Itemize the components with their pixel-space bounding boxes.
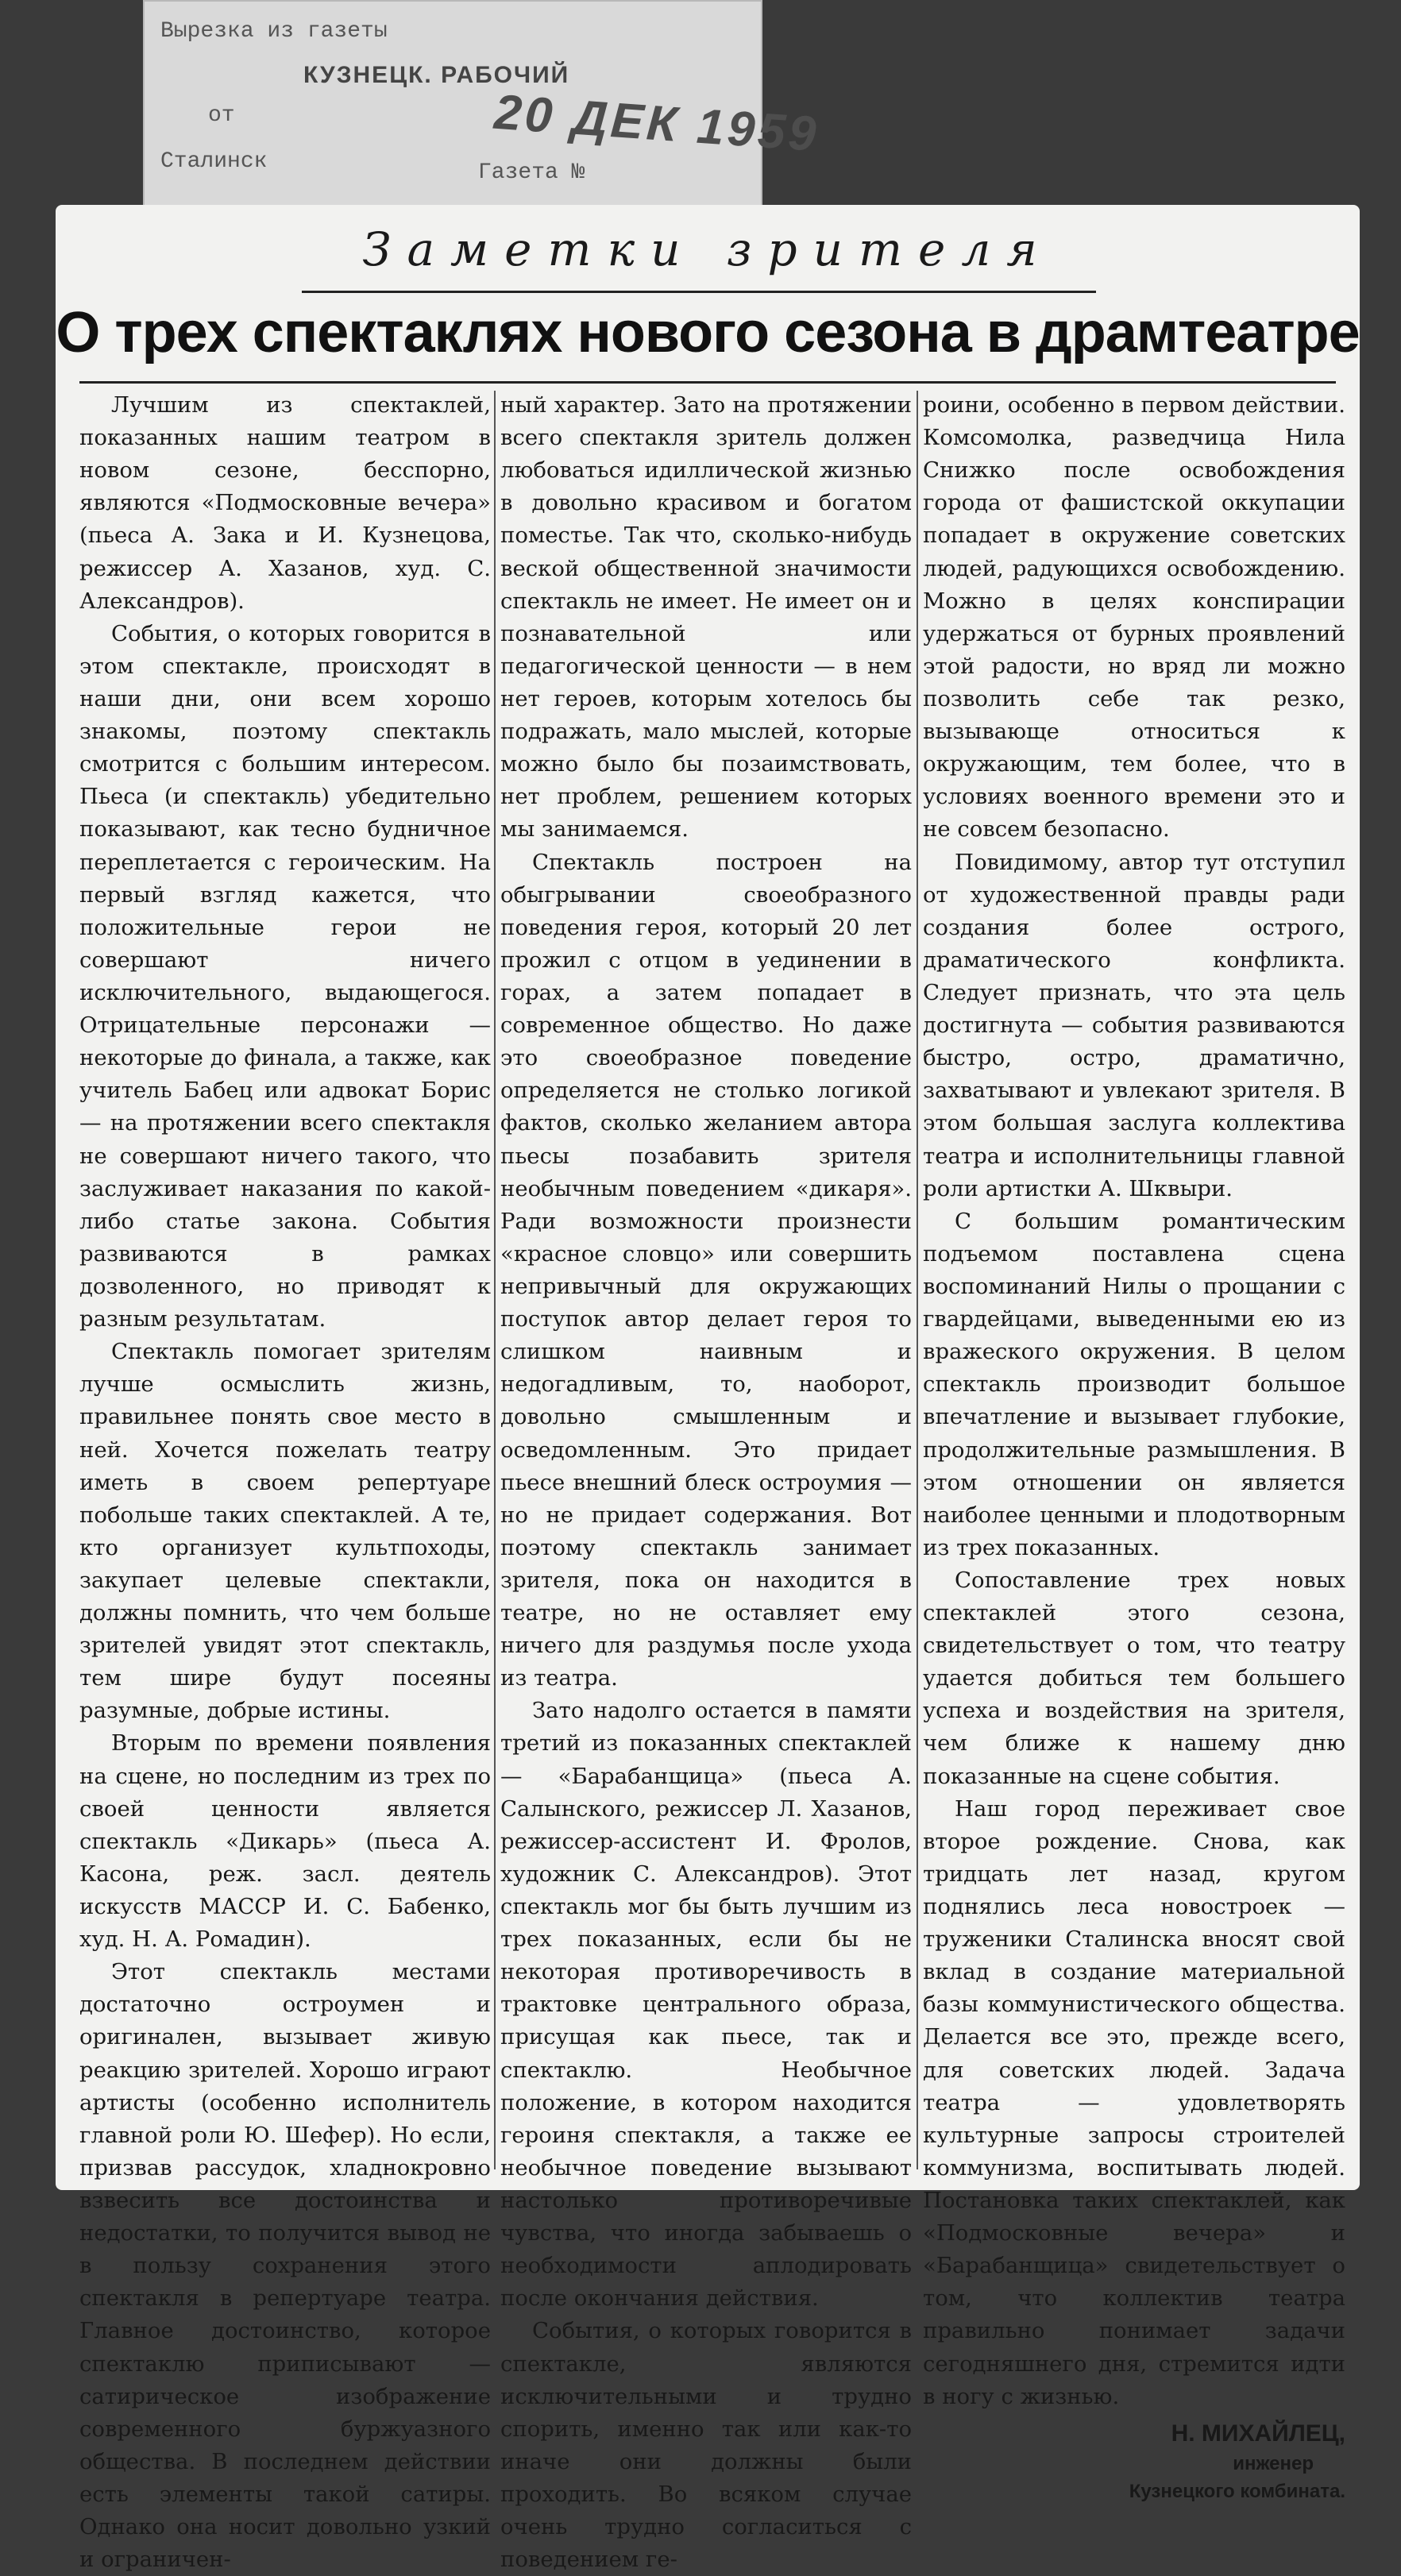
author-role: инженер bbox=[1233, 2453, 1314, 2475]
paragraph: Наш город переживает свое второе рождение. Снова, как тридцать лет назад, кругом поднялись леса новостроек — труженики Сталинска вносят свой вклад в создание материальной базы коммунистического общества. Делается все это, прежде всего, для советских людей. Задача театра — удовлетворять культурные запросы строителей коммунизма, воспитывать людей. Постановка таких спектаклей, как «Подмосковные вечера» и «Барабанщица» свидетельствует о том, что коллектив театра правильно понимает задачи сегодняшнего дня, стремится идти в ногу с жизнью. bbox=[923, 1795, 1345, 2409]
paragraph: Зато надолго остается в памяти третий из показанных спектаклей — «Барабанщица» (пьеса А. Салынского, режиссер Л. Хазанов, режиссер-ассистент И. Фролов, художник С. Александров). Этот спектакль мог бы быть лучшим из трех показанных, если бы не некоторая противоречивость в трактовке центрального образа, присущая как пьесе, так и спектаклю. Необычное положение, в котором находится героиня спектакля, а также ее необычное поведение вызывают настолько противоречивые чувства, что иногда забываешь о необходимости аплодировать после окончания действия. bbox=[500, 1698, 912, 2312]
author-organization: Кузнецкого комбината. bbox=[1129, 2481, 1345, 2503]
article-column-3 bbox=[923, 389, 1345, 2503]
clipping-label: Вырезка из газеты bbox=[160, 19, 388, 44]
city-label: Сталинск bbox=[160, 149, 268, 174]
paragraph: ный характер. Зато на протяжении всего спектакля зритель должен любоваться идиллической жизнью в довольно красивом и богатом поместье. Так что, сколько-нибудь веской общественной значимости спектакль не имеет. Не имеет он и познавательной или педагогической ценности — в нем нет героев, которым хотелось бы подражать, мало мыслей, которые можно было бы позаимствовать, нет проблем, решением которых мы занимаемся. bbox=[500, 392, 912, 843]
paragraph: Вторым по времени появления на сцене, но последним из трех по своей ценности является спектакль «Дикарь» (пьеса А. Касона, реж. засл. деятель искусств МАССР И. С. Бабенко, худ. Н. А. Ромадин). bbox=[79, 1730, 491, 1953]
paragraph: События, о которых говорится в спектакле, являются исключительными и трудно спорить, именно так или как-то иначе они должны были проходить. Во всяком случае очень трудно согласиться с поведением ге- bbox=[500, 2318, 912, 2573]
paragraph: Этот спектакль местами достаточно остроумен и оригинален, вызывает живую реакцию зрителей. Хорошо играют артисты (особенно исполнитель главной роли Ю. Шефер). Но если, призвав рассудок, хладнокровно взвесить все достоинства и недостатки, то получится вывод не в пользу сохранения этого спектакля в репертуаре театра. Главное достоинство, которое спектаклю приписывают — сатирическое изображение современного буржуазного общества. В последнем действии есть элементы такой сатиры. Однако она носит довольно узкий и ограничен- bbox=[79, 1959, 491, 2573]
paragraph: События, о которых говорится в этом спектакле, происходят в наши дни, они всем хорошо знакомы, поэтому спектакль смотрится с большим интересом. Пьеса (и спектакль) убедительно показывают, как тесно будничное переплетается с героическим. На первый взгляд кажется, что положительные герои не совершают ничего исключительного, выдающегося. Отрицательные персонажи — некоторые до финала, а также, как учитель Бабец или адвокат Борис — на протяжении всего спектакля не совершают ничего такого, что заслуживает наказания по какой-либо статье закона. События развиваются в рамках дозволенного, но приводят к разным результатам. bbox=[79, 620, 491, 1332]
paragraph: Лучшим из спектаклей, показанных нашим театром в новом сезоне, бесспорно, являются «Подмосковные вечера» (пьеса А. Зака и И. Кузнецова, режиссер А. Хазанов, худ. С. Александров). bbox=[79, 392, 491, 614]
clipping-label-card bbox=[143, 0, 821, 208]
article-column-1 bbox=[79, 389, 491, 2573]
article-column-2 bbox=[500, 389, 912, 2573]
author-signature bbox=[923, 2416, 1345, 2506]
author-name: Н. МИХАЙЛЕЦ, bbox=[1171, 2420, 1345, 2447]
headline: О трех спектаклях нового сезона в драмтеатре bbox=[56, 301, 1360, 364]
issue-label: Газета № bbox=[478, 160, 585, 185]
from-label: от bbox=[208, 103, 235, 128]
newspaper-name: КУЗНЕЦК. РАБОЧИЙ bbox=[303, 62, 570, 88]
newspaper-clipping bbox=[56, 205, 1360, 2573]
paragraph: Сопоставление трех новых спектаклей этого сезона, свидетельствует о том, что театру удается добиться тем большего успеха и воздействия на зрителя, чем ближе к нашему дню показанные на сцене события. bbox=[923, 1567, 1345, 1789]
headline-divider bbox=[79, 381, 1336, 384]
paragraph: роини, особенно в первом действии. Комсомолка, разведчица Нила Снижко после освобождения города от фашистской оккупации попадает в окружение советских людей, радующихся освобождению. Можно в целях конспирации удержаться от бурных проявлений этой радости, но вряд ли можно позволить себе так резко, вызывающе относиться к окружающим, тем более, что в условиях военного времени это и не совсем безопасно. bbox=[923, 392, 1345, 843]
paragraph: Спектакль помогает зрителям лучше осмыслить жизнь, правильнее понять свое место в ней. Хочется пожелать театру иметь в своем репертуаре побольше таких спектаклей. А те, кто организует культпоходы, закупает целевые спектакли, должны помнить, что чем больше зрителей увидят этот спектакль, тем шире будут посеяны разумные, добрые истины. bbox=[79, 1339, 491, 1724]
paragraph: С большим романтическим подъемом поставлена сцена воспоминаний Нилы о прощании с гвардейцами, выведенными ею из вражеского окружения. В целом спектакль производит большое впечатление и вызывает глубокие, продолжительные размышления. В этом отношении он является наиболее ценными и плодотворным из трех показанных. bbox=[923, 1208, 1345, 1560]
paragraph: Повидимому, автор тут отступил от художественной правды ради создания более острого, драматического конфликта. Следует признать, что эта цель достигнута — события развиваются быстро, остро, драматично, захватывают и увлекают зрителя. В этом большая заслуга коллектива театра и исполнительницы главной роли артистки А. Шквыри. bbox=[923, 849, 1345, 1201]
paragraph: Спектакль построен на обыгрывании своеобразного поведения героя, который 20 лет прожил с отцом в уединении в горах, а затем попадает в современное общество. Но даже это своеобразное поведение определяется не столько логикой фактов, сколько желанием автора пьесы позабавить зрителя необычным поведением «дикаря». Ради возможности произнести «красное словцо» или совершить непривычный для окружающих поступок автор делает героя то слишком наивным и недогадливым, то, наоборот, довольно смышленным и осведомленным. Это придает пьесе внешний блеск остроумия — но не придает содержания. Вот поэтому спектакль занимает зрителя, пока он находится в театре, но не оставляет ему ничего для раздумья после ухода из театра. bbox=[500, 849, 912, 1691]
rubric-title: Заметки зрителя bbox=[362, 222, 1053, 276]
column-divider bbox=[494, 391, 496, 2169]
date-stamp: 20 ДЕК 1959 bbox=[492, 84, 821, 163]
rubric-divider bbox=[302, 291, 1096, 293]
column-divider bbox=[917, 391, 918, 2169]
